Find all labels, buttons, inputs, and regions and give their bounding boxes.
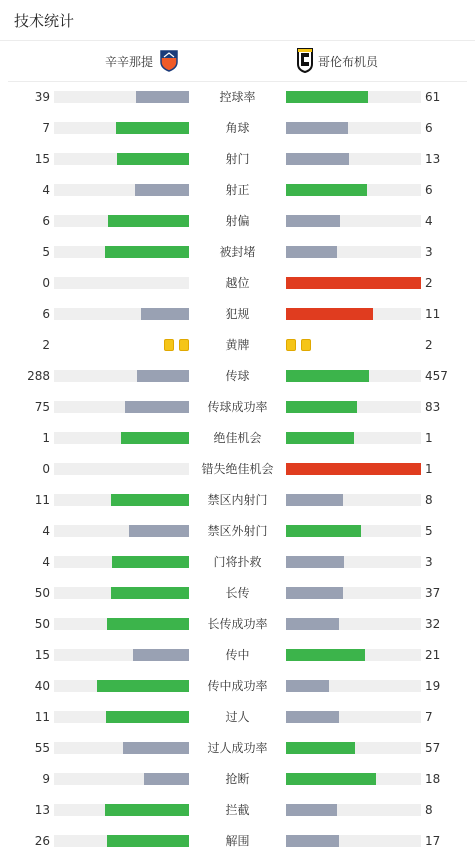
home-stat-value: 0: [42, 276, 50, 290]
away-stat-bar-track: [286, 215, 421, 227]
away-stat-value: 5: [425, 524, 433, 538]
stat-row: [0, 144, 475, 175]
home-stat-value: 7: [42, 121, 50, 135]
yellow-card-icon: [301, 339, 311, 351]
stat-label: 解围: [225, 834, 250, 848]
home-stat-value: 13: [34, 803, 50, 817]
home-stat-bar-track: [54, 215, 189, 227]
home-stat-bar-track: [54, 556, 189, 568]
home-stat-bar-fill: [121, 432, 189, 444]
home-stat-bar-track: [54, 525, 189, 537]
home-stat-bar-fill: [125, 401, 189, 413]
away-stat-value: 3: [425, 555, 433, 569]
home-stat-bar-track: [54, 432, 189, 444]
home-stat-value: 11: [34, 493, 50, 507]
stat-label: 抢断: [225, 772, 250, 786]
home-stat-bar-fill: [111, 494, 189, 506]
home-team-name: 辛辛那提: [104, 54, 153, 69]
stat-row: [0, 485, 475, 516]
away-stat-bar-track: [286, 773, 421, 785]
away-stat-bar-fill: [286, 153, 349, 165]
stat-row: [0, 826, 475, 857]
stat-row: [0, 330, 475, 361]
home-stat-bar-fill: [111, 587, 189, 599]
home-stat-bar-fill: [117, 153, 189, 165]
stat-label: 黄牌: [225, 338, 250, 352]
away-stat-bar-track: [286, 587, 421, 599]
away-stat-bar-track: [286, 463, 421, 475]
away-stat-bar-fill: [286, 804, 337, 816]
away-stat-bar-fill: [286, 277, 421, 289]
home-stat-value: 4: [42, 524, 50, 538]
home-stat-bar-track: [54, 308, 189, 320]
stat-label: 犯规: [225, 307, 250, 321]
away-stat-bar-fill: [286, 91, 368, 103]
away-stat-bar-fill: [286, 246, 337, 258]
home-stat-bar-fill: [137, 370, 189, 382]
home-stat-bar-track: [54, 277, 189, 289]
away-stat-value: 8: [425, 493, 433, 507]
stat-row: [0, 175, 475, 206]
stat-row: [0, 578, 475, 609]
stat-label: 禁区内射门: [207, 493, 268, 507]
away-stat-bar-fill: [286, 525, 361, 537]
away-stat-bar-fill: [286, 835, 339, 847]
away-stat-bar-fill: [286, 215, 340, 227]
stat-label: 门将扑救: [213, 555, 262, 569]
home-stat-bar-track: [54, 618, 189, 630]
home-stat-bar-fill: [129, 525, 189, 537]
stat-row: [0, 237, 475, 268]
home-stat-bar-track: [54, 122, 189, 134]
away-stat-bar-fill: [286, 122, 348, 134]
away-stat-bar-track: [286, 804, 421, 816]
home-stat-bar-track: [54, 370, 189, 382]
away-stat-bar-track: [286, 742, 421, 754]
yellow-card-icon: [179, 339, 189, 351]
away-stat-bar-fill: [286, 494, 343, 506]
stat-row: [0, 454, 475, 485]
away-stat-bar-fill: [286, 773, 376, 785]
away-stat-bar-track: [286, 91, 421, 103]
stat-label: 射正: [225, 183, 250, 197]
away-stat-bar-track: [286, 432, 421, 444]
away-stat-bar-track: [286, 246, 421, 258]
away-stat-value: 457: [425, 369, 448, 383]
home-stat-bar-track: [54, 401, 189, 413]
stat-label: 射偏: [225, 214, 250, 228]
home-stat-value: 6: [42, 307, 50, 321]
home-stat-bar-track: [54, 463, 189, 475]
home-stat-value: 1: [42, 431, 50, 445]
away-stat-value: 19: [425, 679, 441, 693]
home-stat-value: 6: [42, 214, 50, 228]
away-stat-bar-track: [286, 556, 421, 568]
home-stat-value: 5: [42, 245, 50, 259]
away-stat-bar-track: [286, 277, 421, 289]
away-stat-value: 6: [425, 183, 433, 197]
away-stat-bar-track: [286, 153, 421, 165]
stat-row: [0, 609, 475, 640]
home-stat-value: 26: [34, 834, 50, 848]
away-stat-value: 17: [425, 834, 441, 848]
home-stat-bar-track: [54, 680, 189, 692]
home-stat-value: 9: [42, 772, 50, 786]
stat-row: [0, 361, 475, 392]
home-stat-bar-fill: [135, 184, 189, 196]
stat-row: [0, 299, 475, 330]
away-stat-bar-fill: [286, 649, 365, 661]
home-stat-bar-track: [54, 91, 189, 103]
stat-label: 角球: [225, 121, 250, 135]
stats-header: [0, 0, 475, 41]
away-stat-bar-track: [286, 122, 421, 134]
home-stat-bar-fill: [105, 246, 189, 258]
away-stat-value: 7: [425, 710, 433, 724]
home-stat-bar-fill: [116, 122, 189, 134]
home-stat-bar-track: [54, 153, 189, 165]
away-stat-bar-track: [286, 308, 421, 320]
away-stat-value: 83: [425, 400, 441, 414]
home-stat-bar-fill: [108, 215, 189, 227]
stat-label: 长传: [225, 586, 250, 600]
away-stat-value: 2: [425, 276, 433, 290]
away-stat-bar-track: [286, 711, 421, 723]
home-stat-value: 288: [27, 369, 50, 383]
home-stat-bar-fill: [123, 742, 189, 754]
stat-row: [0, 547, 475, 578]
stat-row: [0, 268, 475, 299]
away-stat-value: 1: [425, 462, 433, 476]
away-stat-value: 6: [425, 121, 433, 135]
home-stat-bar-fill: [136, 91, 189, 103]
stat-row: [0, 733, 475, 764]
home-stat-value: 15: [34, 152, 50, 166]
home-stat-value: 4: [42, 183, 50, 197]
away-stat-value: 18: [425, 772, 441, 786]
away-team[interactable]: [292, 41, 378, 81]
away-stat-value: 61: [425, 90, 441, 104]
stat-label: 长传成功率: [207, 617, 268, 631]
away-stat-value: 11: [425, 307, 441, 321]
home-stat-bar-fill: [97, 680, 189, 692]
away-stat-value: 37: [425, 586, 441, 600]
home-stat-bar-fill: [106, 711, 189, 723]
home-stat-bar-track: [54, 587, 189, 599]
stat-label: 传中: [225, 648, 250, 662]
away-stat-bar-fill: [286, 680, 329, 692]
stat-row: [0, 206, 475, 237]
home-team[interactable]: [105, 41, 185, 81]
stat-row: [0, 516, 475, 547]
away-stat-bar-fill: [286, 742, 355, 754]
stat-label: 绝佳机会: [213, 431, 262, 445]
stat-label: 传球成功率: [207, 400, 268, 414]
home-stat-bar-track: [54, 246, 189, 258]
home-stat-bar-track: [54, 184, 189, 196]
away-stat-bar-track: [286, 618, 421, 630]
away-stat-value: 13: [425, 152, 441, 166]
home-stat-bar-track: [54, 649, 189, 661]
away-stat-value: 32: [425, 617, 441, 631]
away-stat-value: 8: [425, 803, 433, 817]
stat-label: 禁区外射门: [207, 524, 268, 538]
stat-label: 过人: [225, 710, 250, 724]
stat-row: [0, 392, 475, 423]
home-stat-bar-track: [54, 742, 189, 754]
away-yellow-cards: [286, 339, 311, 351]
away-stat-value: 21: [425, 648, 441, 662]
home-stat-bar-fill: [141, 308, 189, 320]
away-stat-bar-track: [286, 649, 421, 661]
away-stat-bar-track: [286, 370, 421, 382]
stat-label: 过人成功率: [207, 741, 268, 755]
stat-label: 越位: [225, 276, 250, 290]
away-stat-bar-fill: [286, 618, 339, 630]
away-stat-value: 57: [425, 741, 441, 755]
away-stat-bar-fill: [286, 556, 344, 568]
home-stat-value: 39: [34, 90, 50, 104]
away-stat-bar-track: [286, 494, 421, 506]
home-stat-bar-track: [54, 804, 189, 816]
home-stat-bar-fill: [144, 773, 189, 785]
away-stat-value: 3: [425, 245, 433, 259]
stat-label: 被封堵: [219, 245, 256, 259]
stat-row: [0, 702, 475, 733]
home-stat-bar-track: [54, 773, 189, 785]
yellow-card-icon: [286, 339, 296, 351]
stats-list: [0, 82, 475, 857]
away-stat-bar-fill: [286, 370, 369, 382]
home-stat-value: 40: [34, 679, 50, 693]
home-stat-value: 2: [42, 338, 50, 352]
stat-row: [0, 113, 475, 144]
away-stat-bar-fill: [286, 401, 357, 413]
stat-label: 拦截: [225, 803, 250, 817]
home-stat-bar-fill: [107, 618, 189, 630]
stat-label: 射门: [225, 152, 250, 166]
home-stat-bar-fill: [133, 649, 189, 661]
home-stat-value: 0: [42, 462, 50, 476]
away-stat-value: 1: [425, 431, 433, 445]
away-stat-bar-track: [286, 835, 421, 847]
away-stat-bar-fill: [286, 587, 343, 599]
home-stat-value: 50: [34, 586, 50, 600]
away-stat-value: 2: [425, 338, 433, 352]
home-stat-value: 55: [34, 741, 50, 755]
home-stat-bar-fill: [105, 804, 189, 816]
home-stat-value: 11: [34, 710, 50, 724]
stat-label: 错失绝佳机会: [201, 462, 274, 476]
stat-row: [0, 795, 475, 826]
stat-row: [0, 423, 475, 454]
home-team-crest-icon: [157, 48, 181, 75]
home-stat-value: 50: [34, 617, 50, 631]
home-stat-value: 75: [34, 400, 50, 414]
away-stat-bar-track: [286, 184, 421, 196]
home-stat-bar-track: [54, 494, 189, 506]
stat-row: [0, 764, 475, 795]
page-title: 技术统计: [14, 11, 75, 30]
away-stat-bar-fill: [286, 308, 373, 320]
away-team-crest-icon: [296, 47, 314, 76]
home-stat-bar-fill: [112, 556, 189, 568]
home-stat-bar-track: [54, 835, 189, 847]
home-stat-bar-track: [54, 711, 189, 723]
away-stat-value: 4: [425, 214, 433, 228]
away-stat-bar-fill: [286, 711, 339, 723]
away-stat-bar-fill: [286, 463, 421, 475]
teams-row: [8, 41, 467, 82]
home-stat-value: 15: [34, 648, 50, 662]
home-stat-value: 4: [42, 555, 50, 569]
away-stat-bar-track: [286, 680, 421, 692]
stat-label: 传球: [225, 369, 250, 383]
away-stat-bar-track: [286, 401, 421, 413]
stat-row: [0, 640, 475, 671]
yellow-card-icon: [164, 339, 174, 351]
stat-label: 控球率: [219, 90, 256, 104]
home-yellow-cards: [164, 339, 189, 351]
away-team-name: 哥伦布机员: [318, 54, 379, 69]
away-stat-bar-fill: [286, 432, 354, 444]
away-stat-bar-fill: [286, 184, 367, 196]
stat-row: [0, 671, 475, 702]
away-stat-bar-track: [286, 525, 421, 537]
stat-label: 传中成功率: [207, 679, 268, 693]
home-stat-bar-fill: [107, 835, 189, 847]
stat-row: [0, 82, 475, 113]
